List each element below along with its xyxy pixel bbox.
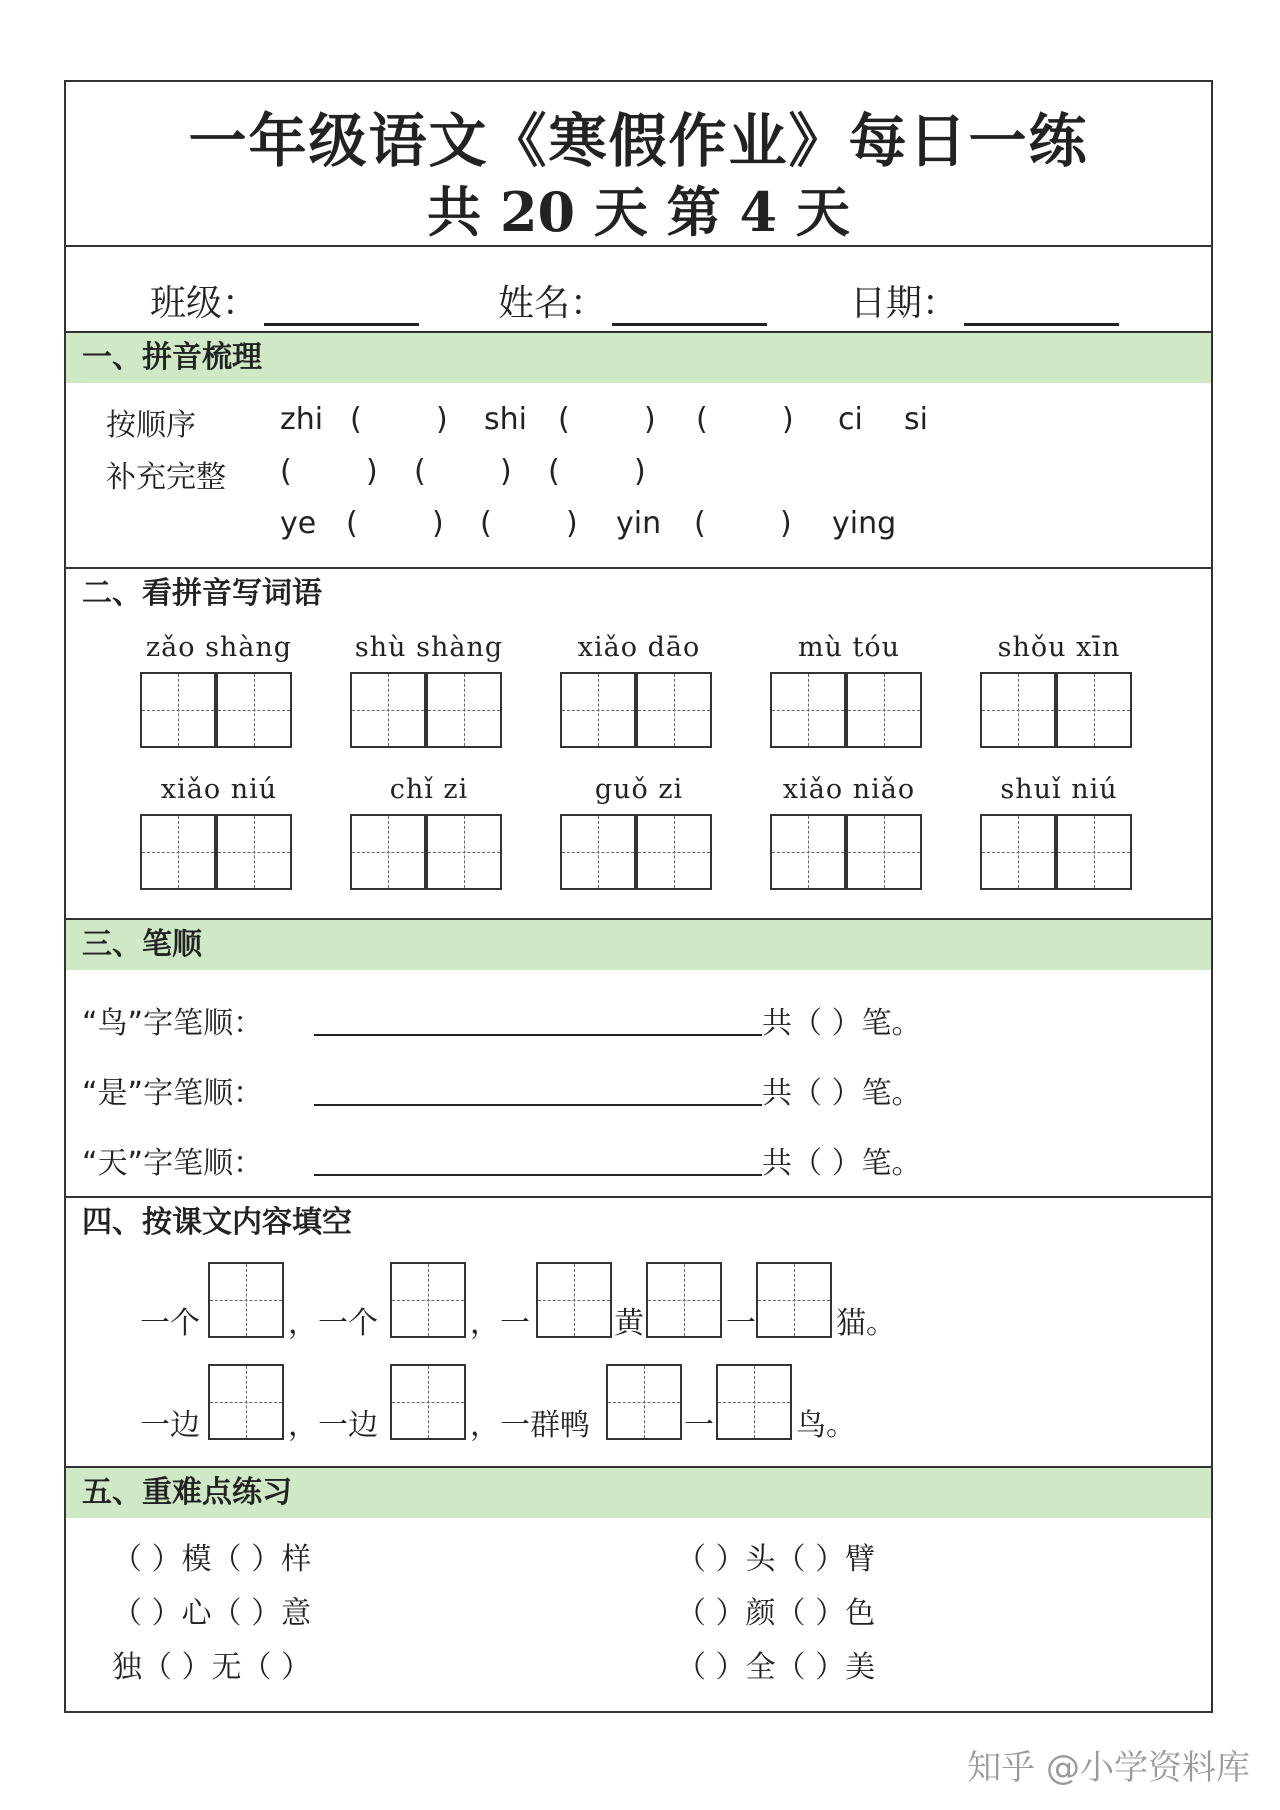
stroke-count: 共（ ）笔。 xyxy=(762,1146,922,1181)
fill-box[interactable] xyxy=(536,1262,612,1338)
section4-heading: 四、按课文内容填空 xyxy=(82,1205,352,1240)
paren: ) xyxy=(780,506,792,541)
date-label: 日期： xyxy=(850,283,959,324)
section2-heading: 二、看拼音写词语 xyxy=(82,576,322,611)
pinyin: zhi xyxy=(280,402,324,437)
fill-box[interactable] xyxy=(390,1364,466,1440)
section1-heading: 一、拼音梳理 xyxy=(66,333,1211,383)
word-pinyin: zǎo shàng xyxy=(145,632,293,663)
fill-box[interactable] xyxy=(208,1364,284,1440)
fill-text: 猫。 xyxy=(836,1306,896,1341)
paren: ( xyxy=(346,506,358,541)
section3-heading: 三、笔顺 xyxy=(66,920,1211,970)
class-label: 班级： xyxy=(150,283,259,324)
paren: ( xyxy=(558,402,570,437)
idiom-blank: 独（ ）无（ ） xyxy=(112,1650,312,1685)
writing-box[interactable] xyxy=(636,672,712,748)
pinyin: ying xyxy=(832,506,897,541)
name-blank[interactable] xyxy=(612,293,767,326)
pinyin: ye xyxy=(280,506,317,541)
paren: ) xyxy=(366,454,378,489)
writing-box[interactable] xyxy=(846,814,922,890)
idiom-blank: （ ）模（ ）样 xyxy=(112,1542,312,1577)
paren: ( xyxy=(548,454,560,489)
paren: ( xyxy=(350,402,362,437)
fill-box[interactable] xyxy=(646,1262,722,1338)
stroke-order-label: “天”字笔顺： xyxy=(82,1146,264,1181)
fill-text: 一个 xyxy=(140,1306,200,1341)
writing-box[interactable] xyxy=(846,672,922,748)
writing-box[interactable] xyxy=(140,814,216,890)
pinyin: si xyxy=(904,402,928,437)
paren: ( xyxy=(280,454,292,489)
writing-box[interactable] xyxy=(1056,672,1132,748)
stroke-order-label: “是”字笔顺： xyxy=(82,1076,264,1111)
word-pinyin: shuǐ niú xyxy=(1000,774,1118,805)
stroke-order-label: “鸟”字笔顺： xyxy=(82,1006,264,1041)
paren: ( xyxy=(694,506,706,541)
title-block xyxy=(66,82,1211,247)
section5-heading: 五、重难点练习 xyxy=(66,1468,1211,1518)
writing-box[interactable] xyxy=(216,814,292,890)
fill-text: 一 xyxy=(684,1408,714,1443)
pinyin: shi xyxy=(484,402,527,437)
worksheet-title: 一年级语文《寒假作业》每日一练 xyxy=(188,107,1089,175)
paren: ) xyxy=(500,454,512,489)
word-pinyin: chǐ zi xyxy=(389,774,469,805)
fill-text: ，一群鸭 xyxy=(470,1408,590,1443)
fill-text: ，一个 xyxy=(288,1306,378,1341)
idiom-blank: （ ）颜（ ）色 xyxy=(676,1596,876,1631)
fill-text: ，一 xyxy=(470,1306,530,1341)
word-pinyin: xiǎo niǎo xyxy=(782,774,916,805)
paren: ) xyxy=(436,402,448,437)
writing-box[interactable] xyxy=(770,814,846,890)
word-pinyin: shù shàng xyxy=(354,632,504,663)
word-pinyin: mù tóu xyxy=(797,632,901,663)
writing-box[interactable] xyxy=(560,814,636,890)
paren: ) xyxy=(432,506,444,541)
worksheet-subtitle: 共 20 天 第 4 天 xyxy=(427,180,850,244)
fill-text: ，一边 xyxy=(288,1408,378,1443)
pinyin: ci xyxy=(838,402,863,437)
word-pinyin: shǒu xīn xyxy=(997,632,1121,663)
paren: ) xyxy=(634,454,646,489)
writing-box[interactable] xyxy=(216,672,292,748)
worksheet xyxy=(64,80,1213,1713)
stroke-order-blank[interactable] xyxy=(314,1174,762,1176)
writing-box[interactable] xyxy=(770,672,846,748)
stroke-order-blank[interactable] xyxy=(314,1104,762,1106)
fill-text: 一 xyxy=(726,1306,756,1341)
idiom-blank: （ ）全（ ）美 xyxy=(676,1650,876,1685)
watermark: 知乎 @小学资料库 xyxy=(967,1748,1250,1788)
paren: ( xyxy=(414,454,426,489)
writing-box[interactable] xyxy=(980,814,1056,890)
fill-box[interactable] xyxy=(390,1262,466,1338)
fill-box[interactable] xyxy=(606,1364,682,1440)
paren: ( xyxy=(480,506,492,541)
date-field xyxy=(850,275,1119,326)
section1-label-order: 按顺序 xyxy=(106,408,196,443)
class-field xyxy=(150,275,419,326)
stroke-count: 共（ ）笔。 xyxy=(762,1006,922,1041)
idiom-blank: （ ）头（ ）臂 xyxy=(676,1542,876,1577)
paren: ) xyxy=(566,506,578,541)
paren: ) xyxy=(782,402,794,437)
date-blank[interactable] xyxy=(964,293,1119,326)
writing-box[interactable] xyxy=(140,672,216,748)
writing-box[interactable] xyxy=(636,814,712,890)
writing-box[interactable] xyxy=(350,814,426,890)
writing-box[interactable] xyxy=(1056,814,1132,890)
writing-box[interactable] xyxy=(560,672,636,748)
idiom-blank: （ ）心（ ）意 xyxy=(112,1596,312,1631)
fill-box[interactable] xyxy=(716,1364,792,1440)
writing-box[interactable] xyxy=(426,814,502,890)
writing-box[interactable] xyxy=(350,672,426,748)
writing-box[interactable] xyxy=(980,672,1056,748)
fill-text: 黄 xyxy=(614,1306,644,1341)
student-info-row xyxy=(66,245,1211,331)
fill-text: 一边 xyxy=(140,1408,200,1443)
stroke-count: 共（ ）笔。 xyxy=(762,1076,922,1111)
paren: ( xyxy=(696,402,708,437)
section1-label-complete: 补充完整 xyxy=(106,460,226,495)
name-field xyxy=(498,275,767,326)
pinyin: yin xyxy=(616,506,662,541)
word-pinyin: xiǎo niú xyxy=(160,774,278,805)
fill-text: 鸟。 xyxy=(796,1408,856,1443)
fill-box[interactable] xyxy=(208,1262,284,1338)
fill-box[interactable] xyxy=(756,1262,832,1338)
class-blank[interactable] xyxy=(264,293,419,326)
paren: ) xyxy=(644,402,656,437)
writing-box[interactable] xyxy=(426,672,502,748)
word-pinyin: xiǎo dāo xyxy=(577,632,701,663)
word-pinyin: guǒ zi xyxy=(594,774,684,805)
name-label: 姓名： xyxy=(498,283,607,324)
stroke-order-blank[interactable] xyxy=(314,1034,762,1036)
